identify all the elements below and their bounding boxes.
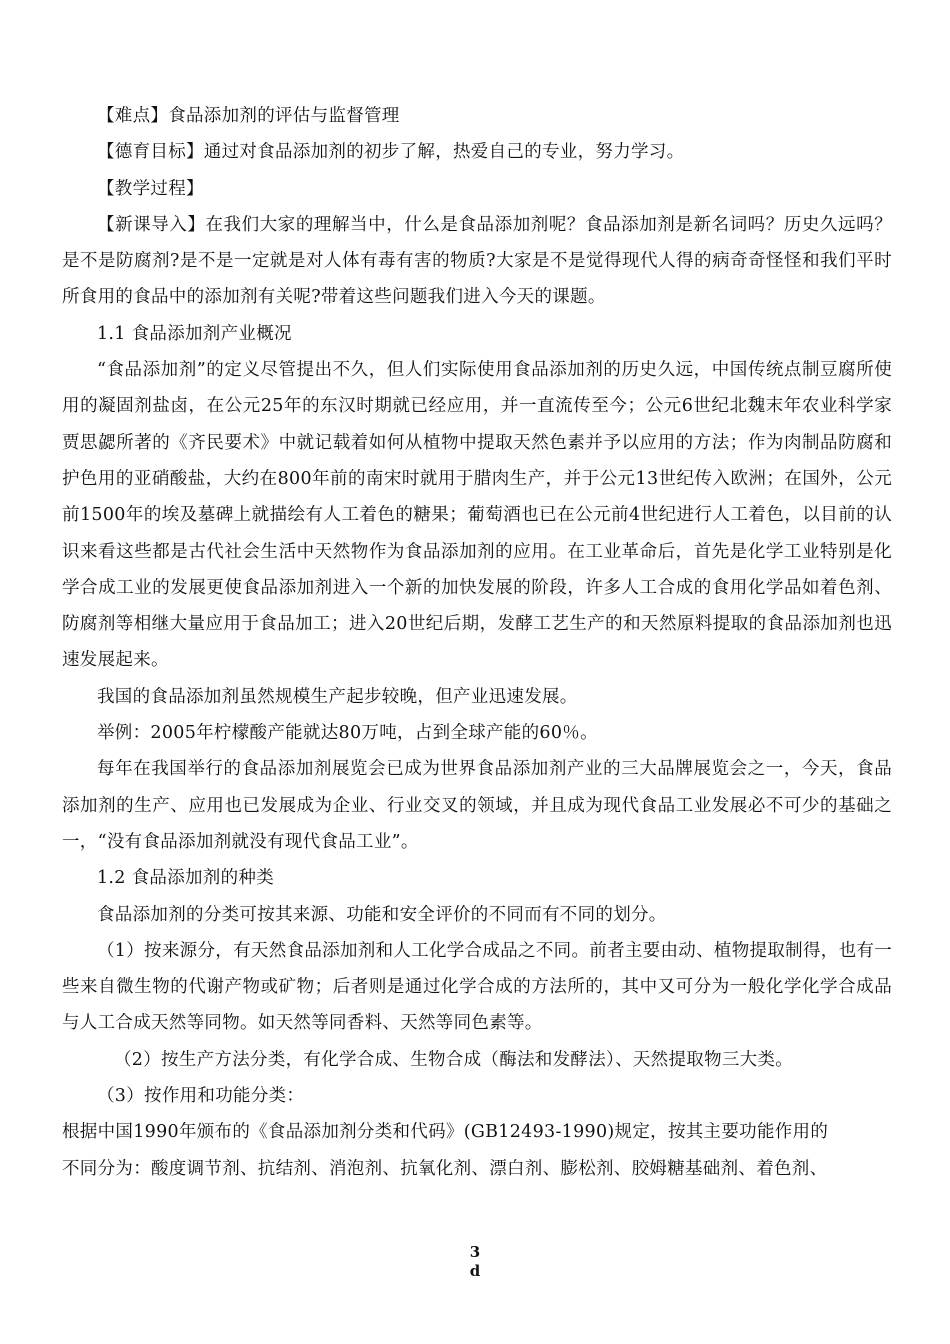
lesson-intro-paragraph: 【新课导入】在我们大家的理解当中，什么是食品添加剂呢？食品添加剂是新名词吗？历史久远吗？是不是防腐剂?是不是一定就是对人体有毒有害的物质?大家是不是觉得现代人得的病奇奇怪怪和我们平时所食用的食品中的添加剂有关呢?带着这些问题我们进入今天的课题。	[62, 214, 892, 308]
section-heading-1-2: 1.2 食品添加剂的种类	[97, 868, 274, 889]
page-body	[62, 98, 892, 1187]
category-list-line: 不同分为：酸度调节剂、抗结剂、消泡剂、抗氧化剂、漂白剂、膨松剂、胶姆糖基础剂、着色剂、	[62, 1158, 828, 1179]
example-paragraph: 举例：2005年柠檬酸产能就达80万吨，占到全球产能的60％。	[97, 723, 598, 744]
classification-intro-paragraph: 食品添加剂的分类可按其来源、功能和安全评价的不同而有不同的划分。	[97, 904, 667, 925]
page-number: 3	[469, 1243, 481, 1261]
source-classification-paragraph: （1）按来源分，有天然食品添加剂和人工化学合成品之不同。前者主要由动、植物提取制得，也有一些来自微生物的代谢产物或矿物；后者则是通过化学合成的方法所的，其中又可分为一般化学化学合成品与人工合成天然等同物。如天然等同香料、天然等同色素等。	[62, 940, 892, 1034]
section-heading-1-1: 1.1 食品添加剂产业概况	[97, 323, 292, 344]
standard-reference-line: 根据中国1990年颁布的《食品添加剂分类和代码》(GB12493-1990)规定，按其主要功能作用的	[62, 1122, 829, 1143]
history-paragraph: “食品添加剂”的定义尽管提出不久，但人们实际使用食品添加剂的历史久远，中国传统点制豆腐所使用的凝固剂盐卤，在公元25年的东汉时期就已经应用，并一直流传至今；公元6世纪北魏末年农业科学家贾思勰所著的《齐民要术》中就记载着如何从植物中提取天然色素并予以应用的方法；作为肉制品防腐和护色用的亚硝酸盐，大约在800年前的南宋时就用于腊肉生产，并于公元13世纪传入欧洲；在国外，公元前1500年的埃及墓碑上就描绘有人工着色的糖果；葡萄酒也已在公元前4世纪进行人工着色，以目前的认识来看这些都是古代社会生活中天然物作为食品添加剂的应用。在工业革命后，首先是化学工业特别是化学合成工业的发展更使食品添加剂进入一个新的加快发展的阶段，许多人工合成的食用化学品如着色剂、防腐剂等相继大量应用于食品加工；进入20世纪后期，发酵工艺生产的和天然原料提取的食品添加剂也迅速发展起来。	[62, 360, 892, 671]
production-classification-paragraph: （2）按生产方法分类，有化学合成、生物合成（酶法和发酵法）、天然提取物三大类。	[114, 1049, 794, 1070]
industry-paragraph: 我国的食品添加剂虽然规模生产起步较晚，但产业迅速发展。	[97, 686, 578, 707]
difficulty-line: 【难点】食品添加剂的评估与监督管理	[97, 106, 400, 126]
footer-mark: d	[469, 1262, 481, 1280]
page-footer	[0, 1243, 950, 1281]
expo-paragraph: 每年在我国举行的食品添加剂展览会已成为世界食品添加剂产业的三大品牌展览会之一，今天，食品添加剂的生产、应用也已发展成为企业、行业交叉的领域，并且成为现代食品工业发展必不可少的基础之一，“没有食品添加剂就没有现代食品工业”。	[62, 759, 892, 852]
teaching-process-heading: 【教学过程】	[97, 178, 204, 199]
moral-goal-line: 【德育目标】通过对食品添加剂的初步了解，热爱自己的专业，努力学习。	[97, 142, 685, 163]
function-classification-heading: （3）按作用和功能分类：	[97, 1086, 305, 1107]
